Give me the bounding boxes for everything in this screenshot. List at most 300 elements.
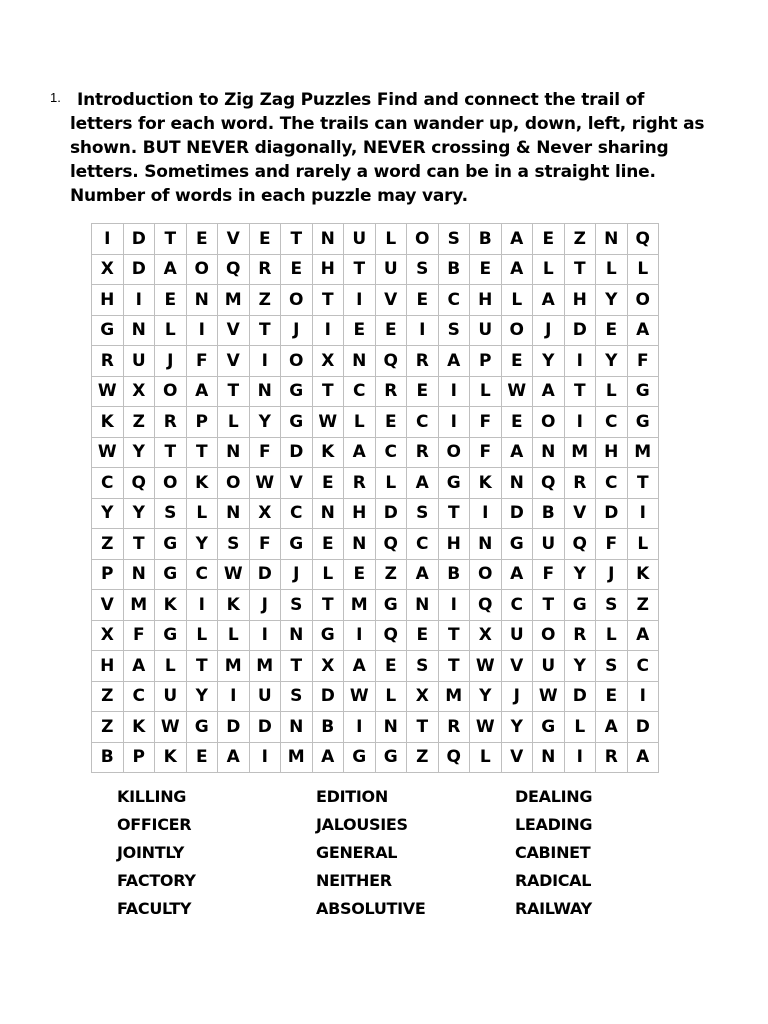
grid-cell: J (501, 681, 533, 712)
grid-cell: I (407, 315, 439, 346)
grid-cell: E (596, 315, 628, 346)
grid-cell: J (249, 590, 281, 621)
grid-cell: G (92, 315, 124, 346)
grid-cell: A (312, 742, 344, 773)
grid-cell: N (218, 437, 250, 468)
grid-cell: V (218, 346, 250, 377)
grid-row (92, 681, 659, 712)
word-list (117, 785, 717, 925)
grid-cell: K (155, 590, 187, 621)
grid-cell: R (407, 437, 439, 468)
grid-cell: X (312, 651, 344, 682)
grid-cell: L (470, 742, 502, 773)
grid-cell: N (596, 224, 628, 255)
grid-cell: Q (470, 590, 502, 621)
instruction-line: letters for each word. The trails can wander up, down, left, right as (70, 114, 705, 134)
grid-cell: H (92, 285, 124, 316)
grid-cell: Y (533, 346, 565, 377)
grid-cell: J (281, 315, 313, 346)
grid-cell: D (249, 559, 281, 590)
grid-cell: N (312, 498, 344, 529)
grid-cell: E (501, 346, 533, 377)
grid-cell: I (564, 407, 596, 438)
grid-cell: S (596, 590, 628, 621)
grid-cell: J (281, 559, 313, 590)
grid-cell: M (123, 590, 155, 621)
grid-cell: W (218, 559, 250, 590)
grid-cell: Z (375, 559, 407, 590)
grid-cell: I (218, 681, 250, 712)
grid-cell: N (344, 529, 376, 560)
grid-cell: L (155, 651, 187, 682)
grid-cell: R (564, 620, 596, 651)
grid-cell: Q (375, 620, 407, 651)
grid-cell: G (375, 590, 407, 621)
grid-cell: H (470, 285, 502, 316)
grid-cell: Q (533, 468, 565, 499)
grid-cell: S (407, 651, 439, 682)
grid-cell: W (344, 681, 376, 712)
grid-cell: T (564, 376, 596, 407)
grid-cell: Z (92, 529, 124, 560)
grid-cell: Z (407, 742, 439, 773)
grid-cell: E (375, 315, 407, 346)
grid-cell: E (186, 224, 218, 255)
grid-cell: I (627, 681, 659, 712)
grid-cell: C (627, 651, 659, 682)
grid-cell: M (627, 437, 659, 468)
grid-cell: Z (627, 590, 659, 621)
grid-cell: Q (218, 254, 250, 285)
grid-cell: E (533, 224, 565, 255)
grid-cell: C (407, 529, 439, 560)
grid-cell: S (407, 498, 439, 529)
grid-cell: U (344, 224, 376, 255)
grid-cell: N (218, 498, 250, 529)
grid-cell: Y (92, 498, 124, 529)
puzzle-instructions (70, 88, 710, 208)
grid-cell: G (501, 529, 533, 560)
grid-cell: C (281, 498, 313, 529)
grid-cell: T (438, 620, 470, 651)
grid-cell: E (186, 742, 218, 773)
grid-cell: A (438, 346, 470, 377)
grid-cell: E (249, 224, 281, 255)
grid-row (92, 346, 659, 377)
grid-cell: W (92, 376, 124, 407)
grid-cell: S (438, 224, 470, 255)
grid-cell: I (312, 315, 344, 346)
grid-cell: K (627, 559, 659, 590)
grid-cell: B (470, 224, 502, 255)
grid-cell: G (533, 712, 565, 743)
grid-cell: T (123, 529, 155, 560)
grid-cell: W (470, 712, 502, 743)
grid-cell: T (155, 437, 187, 468)
grid-row (92, 620, 659, 651)
grid-cell: Y (596, 285, 628, 316)
grid-cell: Y (470, 681, 502, 712)
grid-cell: A (627, 742, 659, 773)
grid-cell: C (344, 376, 376, 407)
grid-cell: J (155, 346, 187, 377)
grid-cell: Y (564, 559, 596, 590)
grid-cell: N (281, 620, 313, 651)
grid-cell: L (470, 376, 502, 407)
grid-cell: I (186, 590, 218, 621)
grid-row (92, 315, 659, 346)
grid-cell: A (218, 742, 250, 773)
grid-cell: Z (92, 681, 124, 712)
word-list-item: LEADING (515, 815, 593, 834)
grid-cell: C (407, 407, 439, 438)
grid-cell: L (596, 254, 628, 285)
grid-cell: V (375, 285, 407, 316)
instruction-line: shown. BUT NEVER diagonally, NEVER crossing & Never sharing (70, 138, 669, 158)
grid-cell: S (438, 315, 470, 346)
grid-cell: E (407, 620, 439, 651)
grid-cell: D (123, 224, 155, 255)
grid-cell: A (501, 559, 533, 590)
grid-cell: G (312, 620, 344, 651)
grid-cell: R (375, 376, 407, 407)
word-list-item: DEALING (515, 787, 593, 806)
grid-cell: W (470, 651, 502, 682)
grid-cell: Z (123, 407, 155, 438)
word-list-item: OFFICER (117, 815, 192, 834)
grid-cell: O (533, 620, 565, 651)
word-list-item: GENERAL (316, 843, 398, 862)
grid-cell: A (627, 315, 659, 346)
grid-cell: G (281, 407, 313, 438)
grid-cell: I (438, 376, 470, 407)
grid-row (92, 437, 659, 468)
word-list-item: ABSOLUTIVE (316, 899, 426, 918)
grid-cell: D (218, 712, 250, 743)
grid-cell: F (186, 346, 218, 377)
grid-cell: U (249, 681, 281, 712)
grid-cell: X (92, 254, 124, 285)
grid-cell: T (344, 254, 376, 285)
grid-row (92, 254, 659, 285)
grid-cell: Z (564, 224, 596, 255)
grid-cell: B (438, 254, 470, 285)
grid-cell: G (281, 529, 313, 560)
grid-cell: S (155, 498, 187, 529)
grid-row (92, 224, 659, 255)
grid-cell: F (627, 346, 659, 377)
grid-cell: U (123, 346, 155, 377)
grid-cell: G (186, 712, 218, 743)
grid-cell: E (155, 285, 187, 316)
grid-cell: A (407, 559, 439, 590)
grid-cell: T (281, 224, 313, 255)
grid-cell: E (501, 407, 533, 438)
grid-cell: Q (627, 224, 659, 255)
grid-cell: O (155, 376, 187, 407)
grid-cell: V (218, 315, 250, 346)
grid-cell: N (533, 437, 565, 468)
grid-cell: Z (92, 712, 124, 743)
grid-cell: A (501, 254, 533, 285)
grid-cell: I (438, 590, 470, 621)
grid-cell: L (375, 468, 407, 499)
grid-cell: T (186, 437, 218, 468)
grid-cell: D (375, 498, 407, 529)
grid-cell: D (123, 254, 155, 285)
grid-row (92, 590, 659, 621)
grid-cell: L (344, 407, 376, 438)
grid-cell: D (501, 498, 533, 529)
grid-cell: T (155, 224, 187, 255)
grid-cell: O (627, 285, 659, 316)
grid-cell: Q (375, 529, 407, 560)
grid-cell: O (470, 559, 502, 590)
grid-cell: Y (123, 498, 155, 529)
grid-cell: J (596, 559, 628, 590)
grid-row (92, 559, 659, 590)
grid-cell: Y (123, 437, 155, 468)
grid-cell: T (249, 315, 281, 346)
grid-cell: A (155, 254, 187, 285)
grid-cell: W (155, 712, 187, 743)
grid-cell: H (596, 437, 628, 468)
grid-cell: X (407, 681, 439, 712)
grid-cell: Q (375, 346, 407, 377)
grid-cell: W (533, 681, 565, 712)
grid-cell: A (501, 224, 533, 255)
grid-cell: Q (123, 468, 155, 499)
grid-cell: E (375, 407, 407, 438)
grid-cell: G (344, 742, 376, 773)
grid-cell: E (596, 681, 628, 712)
grid-cell: A (596, 712, 628, 743)
grid-cell: N (123, 315, 155, 346)
grid-row (92, 285, 659, 316)
grid-cell: F (249, 437, 281, 468)
grid-cell: O (438, 437, 470, 468)
grid-cell: E (312, 529, 344, 560)
grid-cell: E (470, 254, 502, 285)
grid-cell: I (438, 407, 470, 438)
grid-cell: G (627, 407, 659, 438)
grid-cell: T (438, 651, 470, 682)
grid-cell: I (344, 712, 376, 743)
grid-cell: C (92, 468, 124, 499)
grid-cell: M (564, 437, 596, 468)
grid-cell: Q (564, 529, 596, 560)
grid-cell: D (249, 712, 281, 743)
grid-cell: I (470, 498, 502, 529)
grid-cell: S (281, 590, 313, 621)
grid-cell: R (92, 346, 124, 377)
grid-cell: C (375, 437, 407, 468)
grid-cell: E (407, 376, 439, 407)
grid-cell: N (470, 529, 502, 560)
grid-cell: B (533, 498, 565, 529)
grid-cell: P (470, 346, 502, 377)
grid-cell: V (501, 742, 533, 773)
grid-cell: V (501, 651, 533, 682)
grid-cell: F (249, 529, 281, 560)
word-list-item: RAILWAY (515, 899, 592, 918)
grid-cell: I (186, 315, 218, 346)
grid-cell: W (249, 468, 281, 499)
grid-cell: E (344, 559, 376, 590)
word-list-item: KILLING (117, 787, 187, 806)
grid-cell: A (501, 437, 533, 468)
grid-cell: A (627, 620, 659, 651)
grid-cell: R (596, 742, 628, 773)
grid-cell: U (155, 681, 187, 712)
grid-cell: A (344, 651, 376, 682)
grid-cell: L (218, 620, 250, 651)
grid-cell: K (123, 712, 155, 743)
instruction-line: letters. Sometimes and rarely a word can be in a straight line. (70, 162, 656, 182)
grid-cell: D (564, 315, 596, 346)
grid-cell: R (438, 712, 470, 743)
question-number: 1. (50, 90, 61, 105)
grid-cell: H (92, 651, 124, 682)
word-column (316, 785, 515, 925)
grid-cell: F (533, 559, 565, 590)
grid-cell: W (501, 376, 533, 407)
letter-grid (91, 223, 659, 773)
grid-cell: I (123, 285, 155, 316)
grid-cell: T (564, 254, 596, 285)
word-list-item: FACTORY (117, 871, 196, 890)
grid-cell: B (312, 712, 344, 743)
grid-cell: B (438, 559, 470, 590)
grid-cell: K (92, 407, 124, 438)
grid-row (92, 376, 659, 407)
grid-cell: F (596, 529, 628, 560)
grid-cell: K (218, 590, 250, 621)
grid-cell: I (344, 285, 376, 316)
grid-cell: L (533, 254, 565, 285)
grid-cell: L (375, 224, 407, 255)
grid-cell: P (123, 742, 155, 773)
grid-cell: T (533, 590, 565, 621)
grid-cell: D (281, 437, 313, 468)
grid-cell: U (533, 529, 565, 560)
grid-cell: C (596, 407, 628, 438)
grid-cell: C (501, 590, 533, 621)
grid-cell: A (123, 651, 155, 682)
word-list-item: FACULTY (117, 899, 192, 918)
grid-cell: C (186, 559, 218, 590)
grid-cell: E (312, 468, 344, 499)
grid-cell: U (470, 315, 502, 346)
grid-cell: I (564, 346, 596, 377)
grid-cell: F (470, 407, 502, 438)
grid-cell: A (186, 376, 218, 407)
grid-cell: M (281, 742, 313, 773)
grid-cell: C (596, 468, 628, 499)
grid-cell: Y (564, 651, 596, 682)
grid-cell: U (375, 254, 407, 285)
grid-cell: X (92, 620, 124, 651)
grid-cell: T (312, 285, 344, 316)
grid-cell: V (281, 468, 313, 499)
grid-row (92, 742, 659, 773)
grid-cell: O (186, 254, 218, 285)
grid-cell: O (501, 315, 533, 346)
grid-cell: G (155, 529, 187, 560)
grid-cell: X (470, 620, 502, 651)
word-list-item: NEITHER (316, 871, 392, 890)
grid-cell: O (281, 285, 313, 316)
grid-cell: O (155, 468, 187, 499)
grid-cell: G (375, 742, 407, 773)
grid-cell: L (218, 407, 250, 438)
grid-row (92, 712, 659, 743)
grid-cell: O (407, 224, 439, 255)
grid-cell: K (155, 742, 187, 773)
grid-cell: G (281, 376, 313, 407)
grid-cell: T (312, 376, 344, 407)
grid-row (92, 407, 659, 438)
grid-cell: K (470, 468, 502, 499)
grid-cell: V (564, 498, 596, 529)
grid-cell: Y (501, 712, 533, 743)
grid-cell: O (218, 468, 250, 499)
grid-cell: M (344, 590, 376, 621)
grid-cell: G (627, 376, 659, 407)
grid-cell: A (344, 437, 376, 468)
grid-cell: F (123, 620, 155, 651)
grid-cell: D (596, 498, 628, 529)
grid-cell: Y (186, 681, 218, 712)
grid-cell: I (564, 742, 596, 773)
word-list-item: EDITION (316, 787, 388, 806)
grid-cell: N (281, 712, 313, 743)
grid-row (92, 468, 659, 499)
grid-cell: I (249, 620, 281, 651)
grid-cell: L (186, 498, 218, 529)
grid-cell: O (281, 346, 313, 377)
grid-cell: L (375, 681, 407, 712)
grid-cell: E (281, 254, 313, 285)
grid-cell: A (533, 376, 565, 407)
grid-cell: R (249, 254, 281, 285)
grid-cell: T (312, 590, 344, 621)
grid-cell: D (627, 712, 659, 743)
grid-cell: M (218, 285, 250, 316)
grid-cell: L (596, 620, 628, 651)
grid-cell: H (344, 498, 376, 529)
letter-grid-table (91, 223, 659, 773)
grid-cell: H (564, 285, 596, 316)
grid-cell: G (155, 620, 187, 651)
grid-cell: E (407, 285, 439, 316)
grid-cell: R (407, 346, 439, 377)
grid-cell: D (312, 681, 344, 712)
grid-row (92, 498, 659, 529)
grid-cell: G (155, 559, 187, 590)
instruction-line: Introduction to Zig Zag Puzzles Find and connect the trail of (77, 90, 645, 110)
grid-row (92, 529, 659, 560)
grid-cell: D (564, 681, 596, 712)
grid-cell: S (407, 254, 439, 285)
grid-cell: C (123, 681, 155, 712)
grid-cell: T (438, 498, 470, 529)
grid-cell: I (92, 224, 124, 255)
grid-cell: C (438, 285, 470, 316)
grid-cell: T (407, 712, 439, 743)
grid-cell: T (281, 651, 313, 682)
grid-cell: T (218, 376, 250, 407)
